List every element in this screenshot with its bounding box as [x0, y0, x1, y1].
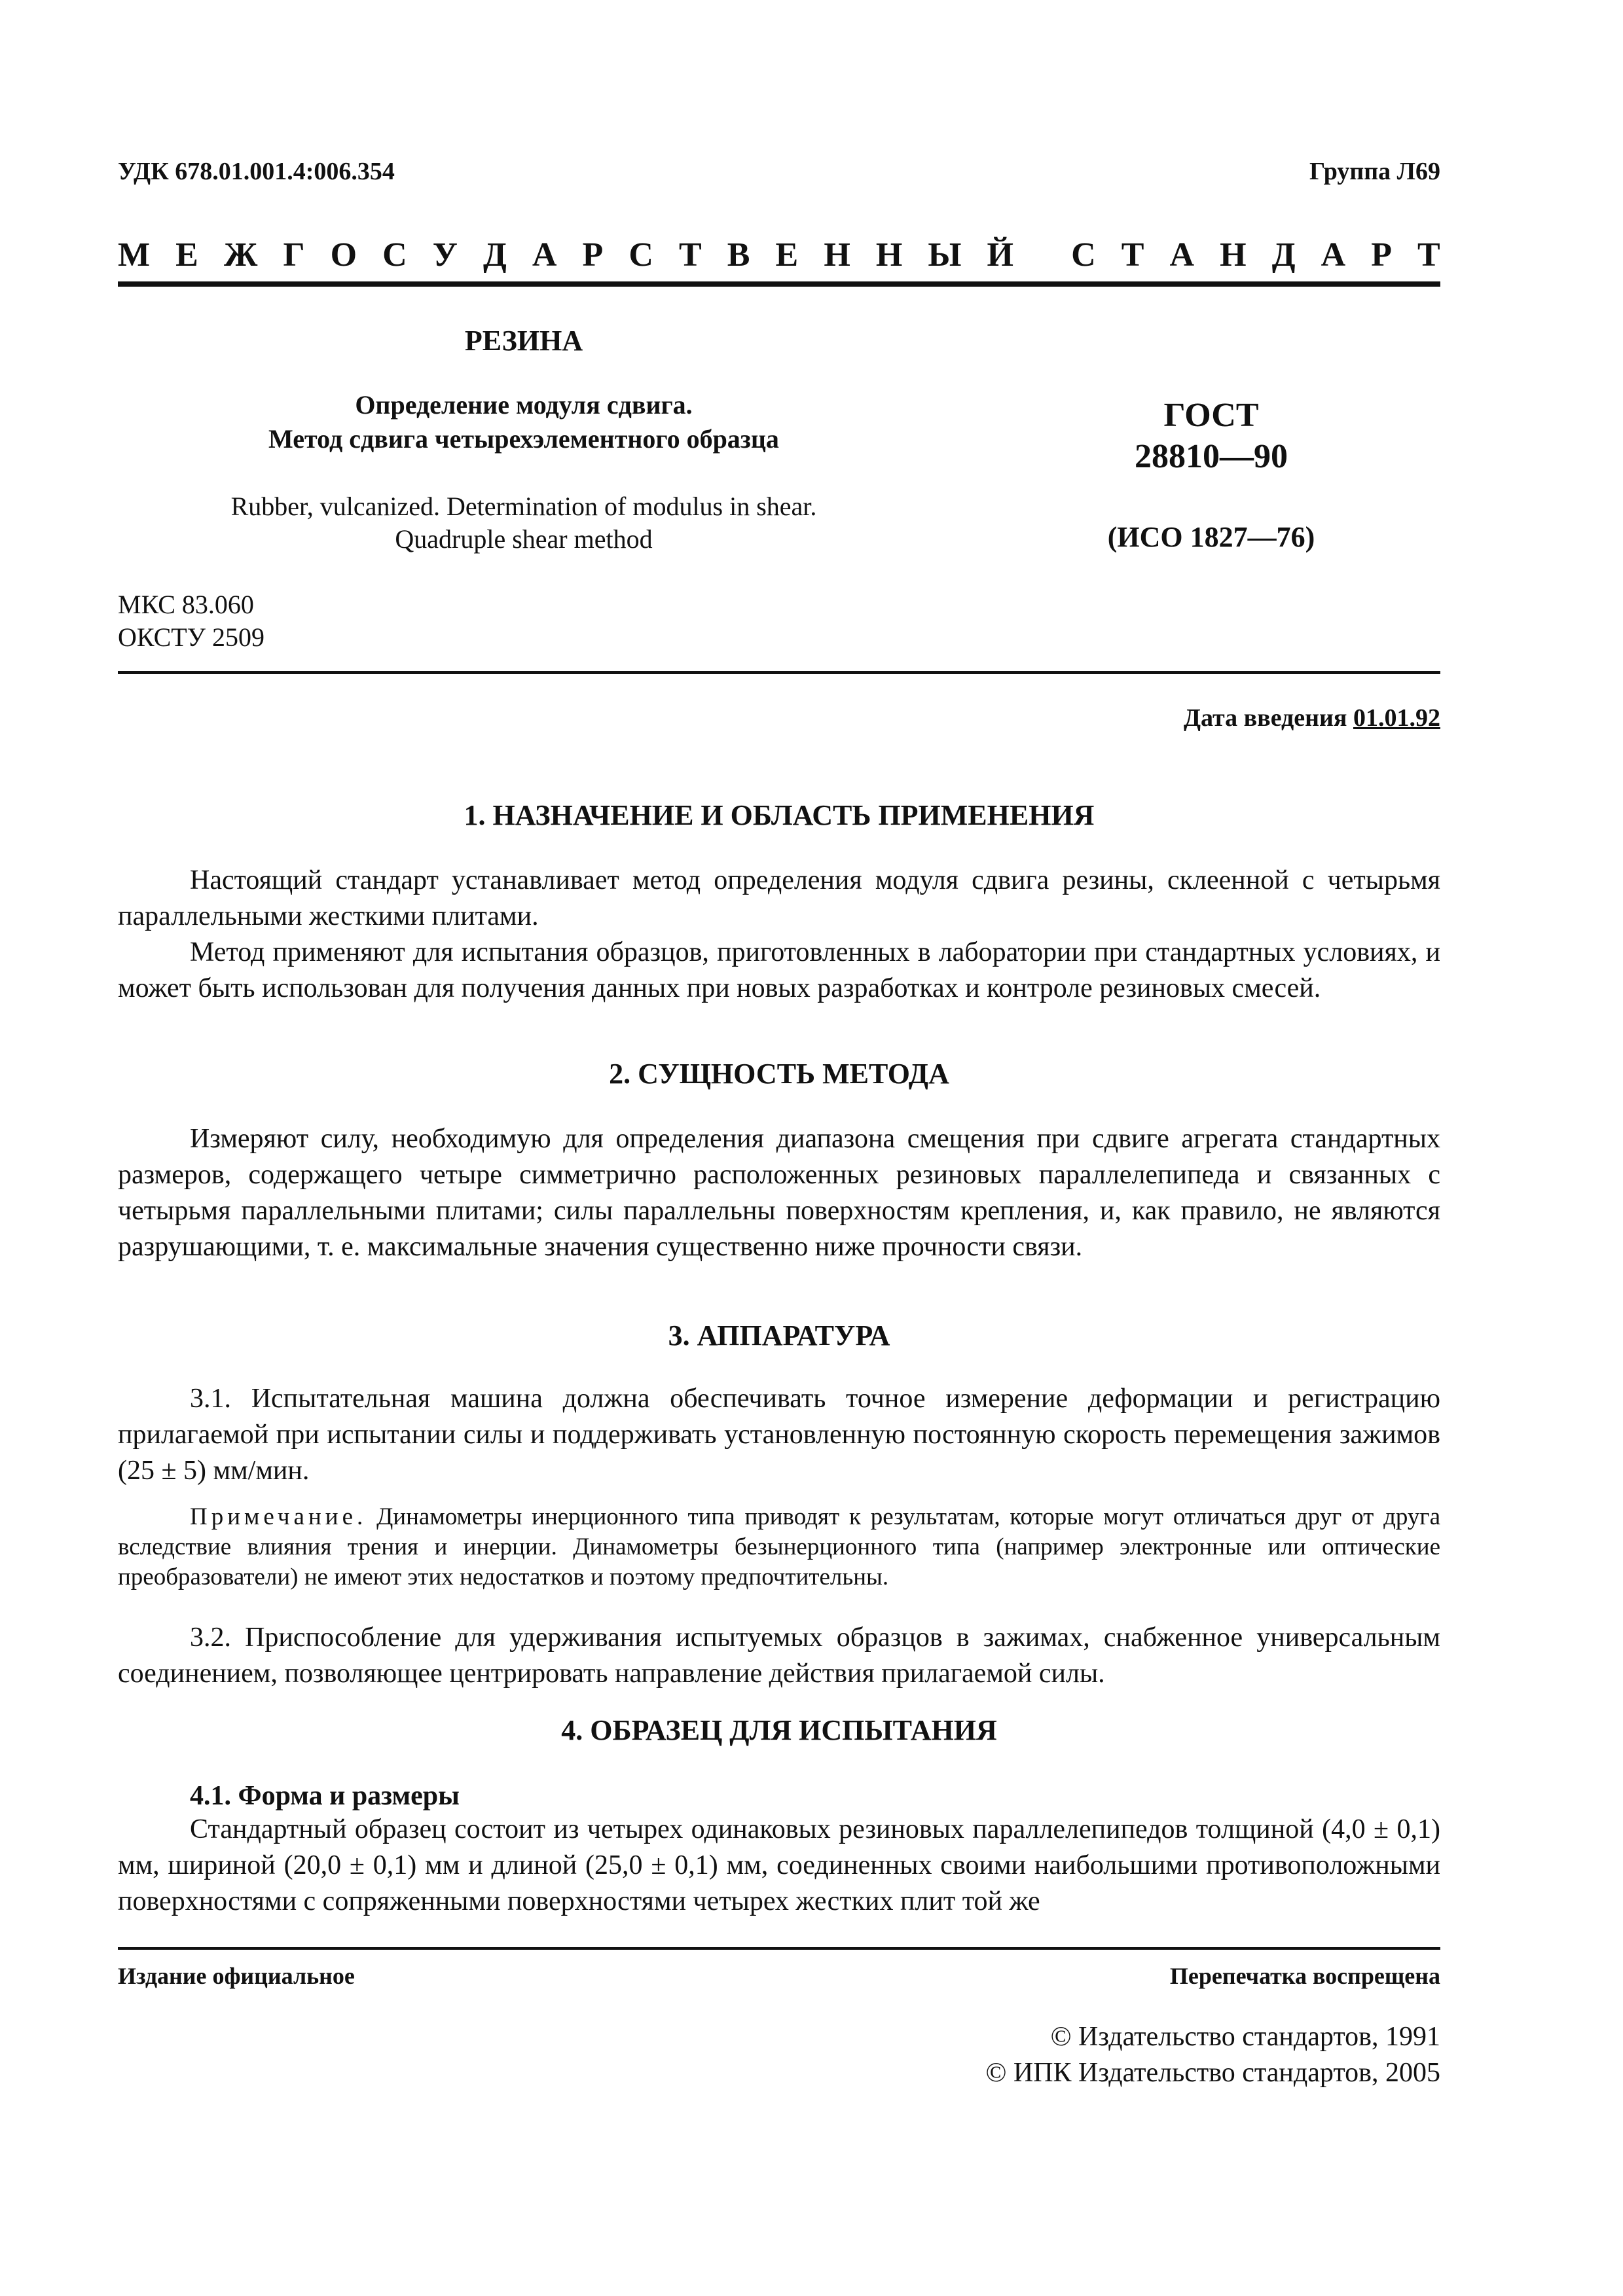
section-4-heading: 4. ОБРАЗЕЦ ДЛЯ ИСПЫТАНИЯ: [561, 1714, 997, 1746]
section-4-paragraph-1: Стандартный образец состоит из четырех одинаковых резиновых параллелепипедов толщиной (4,0 ± 0,1) мм, шириной (20,0 ± 0,1) мм и длиной (25,0 ± 0,1) мм, соединенных своими наибольшими противоположными поверхностями с сопряженными поверхностями четырех жестких плит той же: [118, 1814, 1440, 1916]
banner-letter: Р: [582, 236, 604, 274]
section-3-note: [118, 1502, 1440, 1592]
section-2-paragraph-1: Измеряют силу, необходимую для определения диапазона смещения при сдвиге агрегата стандартных размеров, содержащего четыре симметрично расположенных резиновых параллелепипеда и связанных с четырьмя параллельными плитами; силы параллельны поверхностям крепления, и, как правило, не являются разрушающими, т. е. максимальные значения существенно ниже прочности связи.: [118, 1124, 1440, 1262]
banner-letter: А: [532, 236, 557, 274]
intro-date-label: Дата введения: [1183, 704, 1347, 732]
banner-letter: С: [382, 236, 407, 274]
section-1-heading: 1. НАЗНАЧЕНИЕ И ОБЛАСТЬ ПРИМЕНЕНИЯ: [464, 799, 1095, 831]
english-title-1: Rubber, vulcanized. Determination of modulus in shear.: [230, 492, 817, 521]
section-1-paragraph-2: Метод применяют для испытания образцов, приготовленных в лаборатории при стандартных условиях, и может быть использован для получения данных при новых разработках и контроле резиновых смесей.: [118, 937, 1440, 1003]
section-3-body: [118, 1381, 1440, 1489]
doc-title: РЕЗИНА: [464, 325, 583, 357]
banner-gap: [1039, 236, 1046, 274]
title-rule: [118, 671, 1440, 674]
banner-letter: У: [432, 236, 458, 274]
doc-subtitle-1: Определение модуля сдвига.: [355, 390, 693, 420]
udk-code: УДК 678.01.001.4:006.354: [118, 158, 395, 185]
intro-date: [1184, 704, 1440, 732]
banner-letter: Ы: [928, 236, 962, 274]
banner-letter: Т: [1121, 236, 1144, 274]
banner-letter: Е: [175, 236, 198, 274]
banner-letter: Н: [875, 236, 903, 274]
banner-letter: С: [629, 236, 653, 274]
banner-letter: Т: [679, 236, 702, 274]
section-1-paragraph-1: Настоящий стандарт устанавливает метод определения модуля сдвига резины, склеенной с четырьмя параллельными жесткими плитами.: [118, 865, 1440, 931]
section-2-heading: 2. СУЩНОСТЬ МЕТОДА: [609, 1058, 949, 1090]
document-page: [118, 0, 1440, 2296]
banner-letter: Н: [1220, 236, 1247, 274]
english-title-2: Quadruple shear method: [395, 524, 653, 554]
iso-number: (ИСО 1827—76): [1107, 521, 1315, 553]
copyright-2005: © ИПК Издательство стандартов, 2005: [985, 2058, 1440, 2088]
mks-code: МКС 83.060: [118, 590, 254, 619]
footer-rule: [118, 1947, 1440, 1950]
standard-banner: [118, 236, 1440, 274]
section-1-body: [118, 863, 1440, 1007]
group-code: Группа Л69: [1309, 158, 1440, 185]
banner-letter: Д: [483, 236, 507, 274]
banner-letter: В: [727, 236, 750, 274]
intro-date-value: 01.01.92: [1353, 704, 1440, 732]
banner-letter: Т: [1417, 236, 1440, 274]
official-edition: Издание официальное: [118, 1963, 355, 1989]
section-3-heading: 3. АППАРАТУРА: [668, 1319, 890, 1352]
section-3-body-2: [118, 1620, 1440, 1692]
banner-letter: А: [1169, 236, 1195, 274]
reprint-prohibited: Перепечатка воспрещена: [1169, 1963, 1440, 1989]
banner-letter: С: [1071, 236, 1096, 274]
gost-label: ГОСТ: [1163, 397, 1259, 434]
note-label: Примечание.: [190, 1503, 367, 1530]
section-4-body: [118, 1812, 1440, 1920]
note-body: Динамометры инерционного типа приводят к результатам, которые могут отличаться друг от друга вследствие влияния трения и инерции. Динамометры безынерционного типа (например электронные или оптические преобразователи) не имеют этих недостатков и поэтому предпочтительны.: [118, 1503, 1441, 1590]
banner-letter: А: [1321, 236, 1346, 274]
banner-letter: М: [118, 236, 151, 274]
banner-letter: Р: [1371, 236, 1392, 274]
section-2-body: [118, 1121, 1440, 1265]
banner-letter: Ж: [223, 236, 258, 274]
banner-letter: Е: [775, 236, 799, 274]
gost-number: 28810—90: [1135, 438, 1288, 475]
banner-letter: Г: [283, 236, 305, 274]
section-4-subheading: 4.1. Форма и размеры: [190, 1781, 460, 1811]
copyright-1991: © Издательство стандартов, 1991: [1050, 2022, 1440, 2052]
banner-letter: Н: [824, 236, 850, 274]
banner-letter: Д: [1271, 236, 1296, 274]
section-3-paragraph-1: 3.1. Испытательная машина должна обеспечивать точное измерение деформации и регистрацию прилагаемой при испытании силы и поддерживать установленную постоянную скорость перемещения зажимов (25 ± 5) мм/мин.: [118, 1384, 1440, 1486]
note-text: [118, 1502, 1440, 1592]
section-3-paragraph-2: 3.2. Приспособление для удерживания испытуемых образцов в зажимах, снабженное универсальным соединением, позволяющее центрировать направление действия прилагаемой силы.: [118, 1623, 1440, 1689]
doc-subtitle-2: Метод сдвига четырехэлементного образца: [268, 424, 779, 454]
banner-letter: О: [330, 236, 357, 274]
banner-letter: Й: [987, 236, 1013, 274]
banner-rule: [118, 281, 1440, 287]
okstu-code: ОКСТУ 2509: [118, 622, 265, 652]
